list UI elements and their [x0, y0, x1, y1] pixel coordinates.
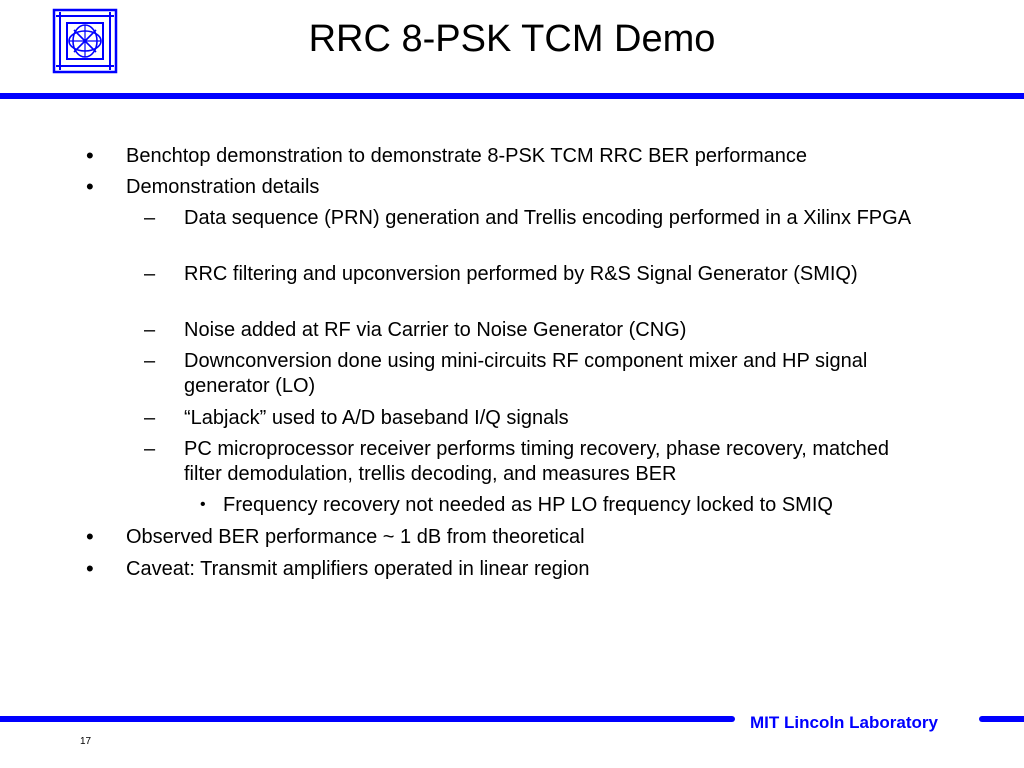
sub-bullet-text: Noise added at RF via Carrier to Noise Generator (CNG)	[184, 319, 687, 341]
sub-bullet-marker: –	[144, 207, 156, 229]
sub-bullet-marker: –	[144, 350, 156, 372]
footer-label: MIT Lincoln Laboratory	[750, 713, 938, 732]
sub-bullet-text: Data sequence (PRN) generation and Trellis encoding performed in a Xilinx FPGA	[184, 207, 912, 229]
sub-bullet-marker: –	[144, 407, 156, 429]
slide-title: RRC 8-PSK TCM Demo	[308, 18, 716, 60]
sub-bullet-text: Downconversion done using mini-circuits RF component mixer and HP signal generator (LO)	[184, 350, 868, 397]
sub-sub-bullet-text: Frequency recovery not needed as HP LO frequency locked to SMIQ	[223, 494, 833, 516]
bullet-text: Benchtop demonstration to demonstrate 8-PSK TCM RRC BER performance	[126, 145, 808, 167]
bullet-text: Caveat: Transmit amplifiers operated in linear region	[126, 558, 590, 580]
header-divider	[0, 93, 1024, 99]
bullet-marker: •	[86, 524, 94, 549]
sub-bullet-marker: –	[144, 438, 156, 460]
footer-divider-left	[0, 716, 735, 722]
bullet-text: Demonstration details	[126, 176, 320, 198]
bullet-marker: •	[86, 174, 94, 199]
bullet-marker: •	[86, 556, 94, 581]
page-number: 17	[80, 736, 92, 747]
sub-sub-bullet-marker: •	[200, 496, 206, 513]
bullet-marker: •	[86, 143, 94, 168]
footer-divider-right	[979, 716, 1024, 722]
bullet-text: Observed BER performance ~ 1 dB from theoretical	[126, 526, 585, 548]
sub-bullet-text: PC microprocessor receiver performs timing recovery, phase recovery, matched filter demodulation, trellis decoding, and measures BER	[184, 438, 890, 485]
sub-bullet-marker: –	[144, 263, 156, 285]
sub-bullet-marker: –	[144, 319, 156, 341]
sub-bullet-text: RRC filtering and upconversion performed by R&S Signal Generator (SMIQ)	[184, 263, 858, 285]
sub-bullet-text: “Labjack” used to A/D baseband I/Q signals	[184, 407, 569, 429]
